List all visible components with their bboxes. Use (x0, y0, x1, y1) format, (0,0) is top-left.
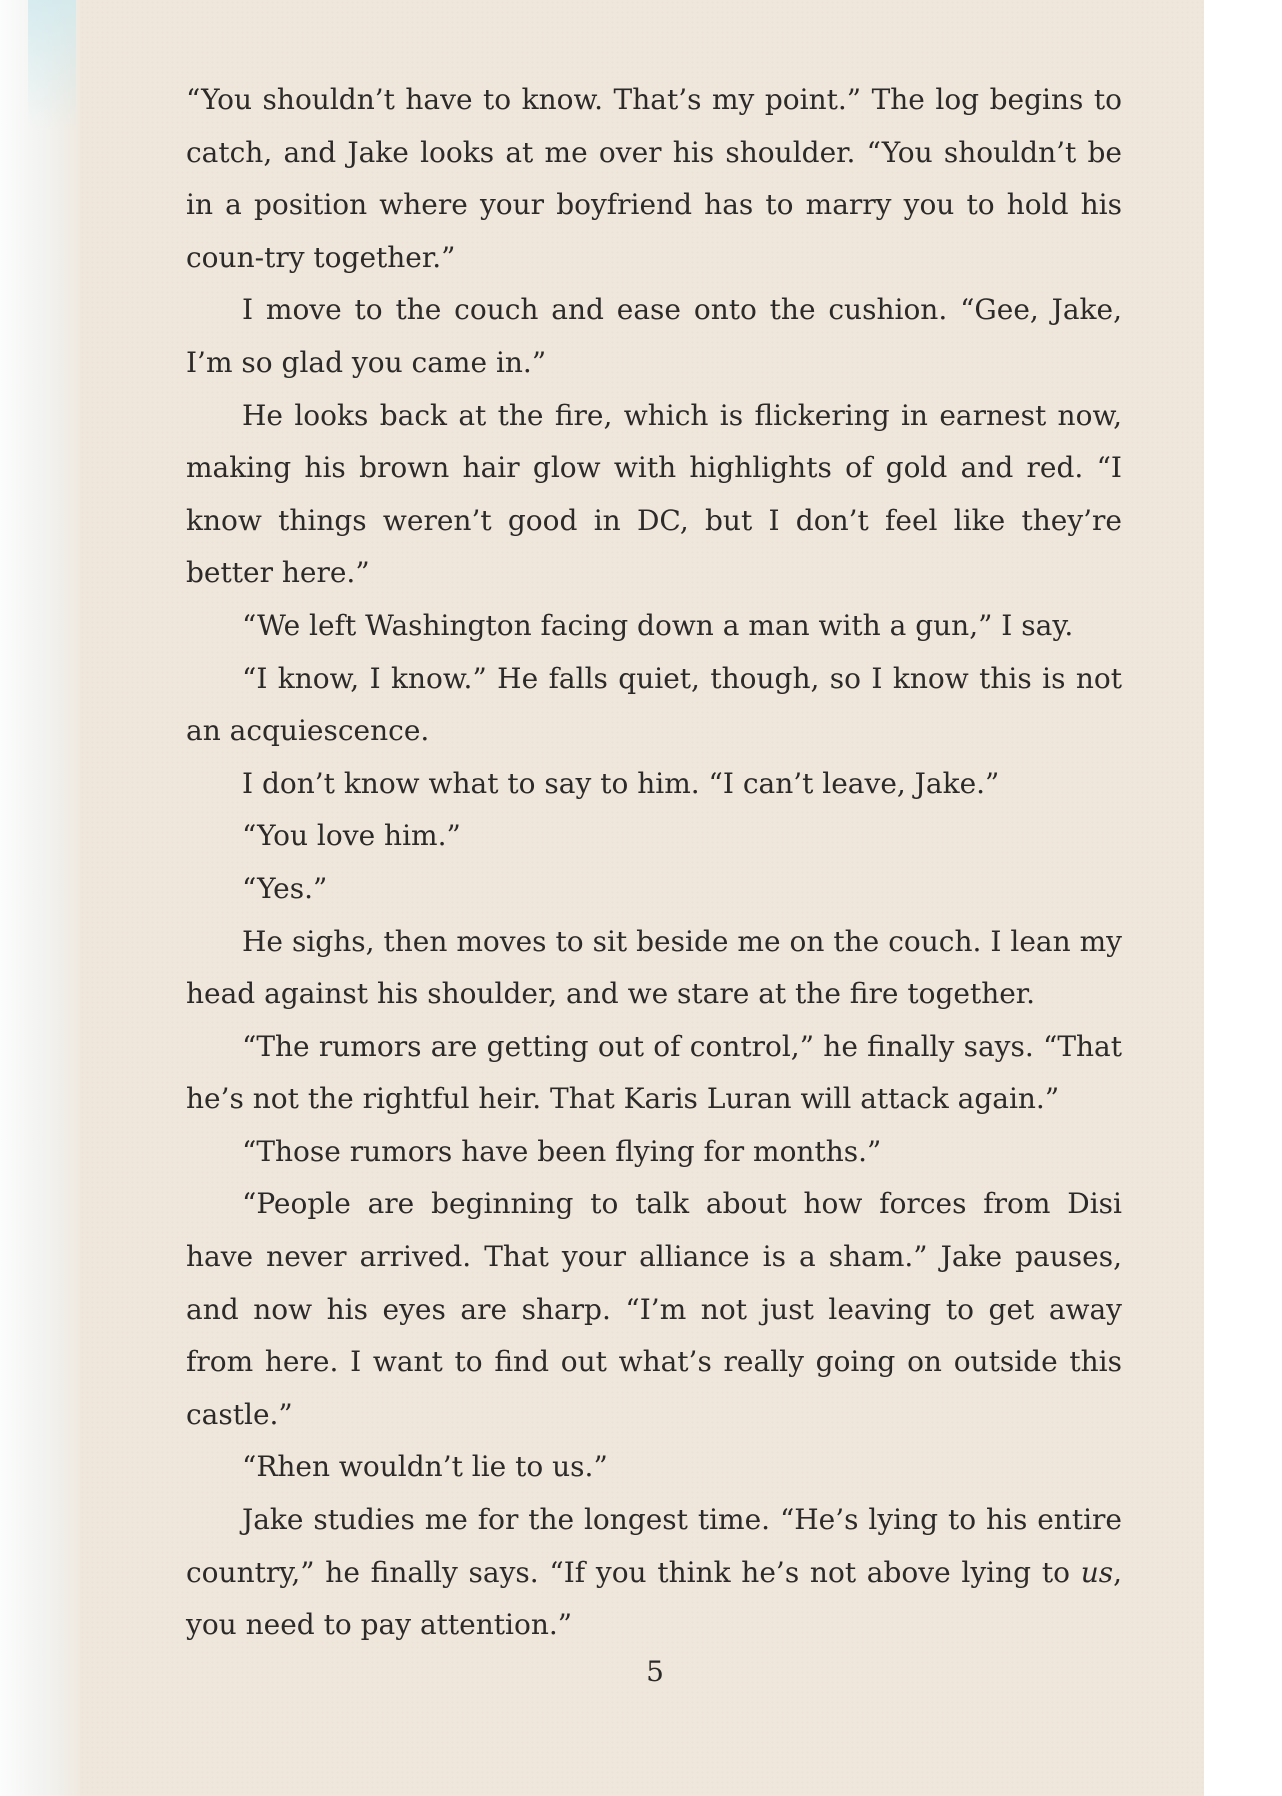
page-number: 5 (646, 1655, 664, 1688)
paragraph: “Yes.” (242, 871, 328, 905)
paragraph: “People are beginning to talk about how forces from Disi have never arrived. That your alliance is a sham.” Jake pauses, and now his eyes are sharp. “I’m not just leaving to get away from here. I want to find out what’s really going on outside this castle.” (186, 1187, 1122, 1431)
paragraph: I move to the couch and ease onto the cushion. “Gee, Jake, I’m so glad you came in.” (186, 293, 1122, 379)
paragraph-last (186, 1494, 1122, 1652)
paragraph: “You shouldn’t have to know. That’s my point.” The log begins to catch, and Jake looks at me over his shoulder. “You shouldn’t be in a position where your boyfriend has to marry you to hold his coun-try together.” (186, 83, 1122, 274)
paragraph-last-start: Jake studies me for the longest time. “He’s lying to his entire country,” he finally says. “If you think he’s not above lying to (186, 1503, 1122, 1589)
body-text (186, 74, 1122, 1652)
paragraph-last-end: , you need to pay attention.” (186, 1555, 1122, 1642)
paragraph: “The rumors are getting out of control,” he finally says. “That he’s not the rightful heir. That Karis Luran will attack again.” (186, 1029, 1122, 1116)
emphasis-word: us (1080, 1555, 1114, 1589)
paragraph: I don’t know what to say to him. “I can’t leave, Jake.” (242, 766, 1000, 800)
paragraph: He looks back at the fire, which is flickering in earnest now, making his brown hair glow with highlights of gold and red. “I know things weren’t good in DC, but I don’t feel like they’re better here.” (186, 398, 1122, 590)
paragraph: “You love him.” (242, 819, 461, 853)
scan-edge-tint (28, 0, 76, 130)
paragraph: “I know, I know.” He falls quiet, though, so I know this is not an acquiescence. (186, 661, 1122, 748)
scan-left-edge (0, 0, 80, 1796)
scan-right-margin (1204, 0, 1282, 1796)
paragraph: “We left Washington facing down a man with a gun,” I say. (242, 608, 1074, 642)
paragraph: He sighs, then moves to sit beside me on the couch. I lean my head against his shoulder, and we stare at the fire together. (186, 924, 1122, 1011)
paragraph: “Rhen wouldn’t lie to us.” (242, 1450, 608, 1484)
paragraph: “Those rumors have been flying for months.” (242, 1134, 882, 1168)
